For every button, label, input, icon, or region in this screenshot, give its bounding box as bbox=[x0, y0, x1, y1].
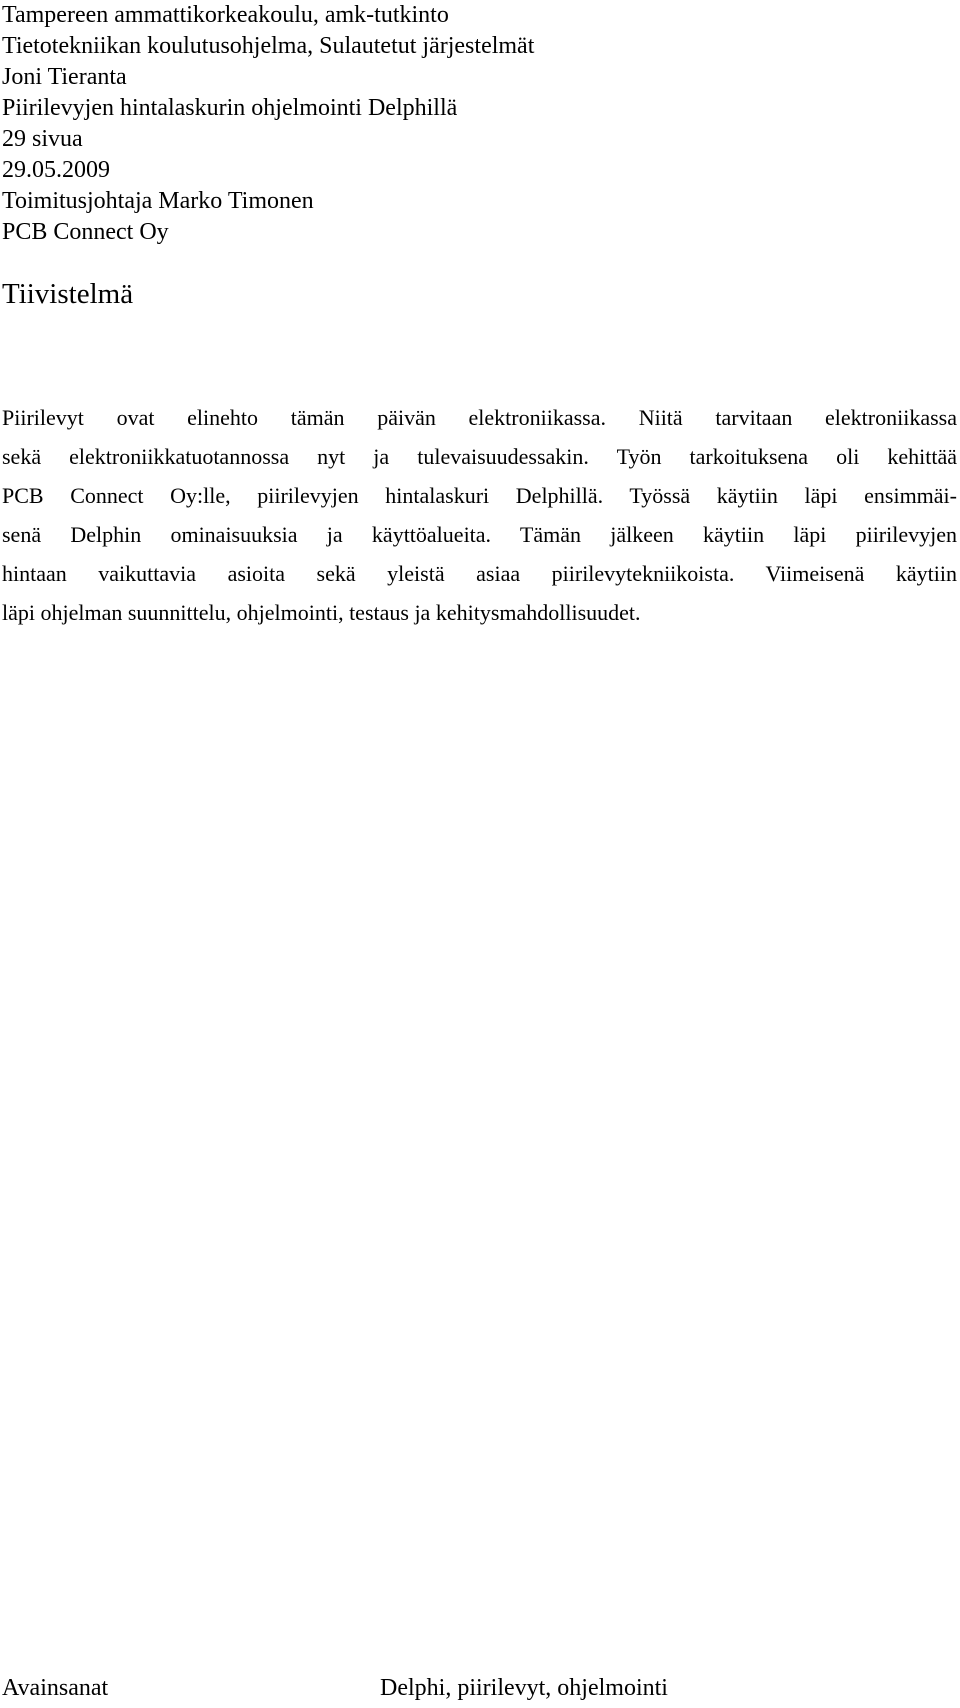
abstract-line: Piirilevyt ovat elinehto tämän päivän elektroniikassa. Niitä tarvitaan elektroniikassa bbox=[2, 405, 957, 430]
keywords-label: Avainsanat bbox=[2, 1675, 109, 1701]
abstract-line: senä Delphin ominaisuuksia ja käyttöalueita. Tämän jälkeen käytiin läpi piirilevyjen bbox=[2, 522, 957, 547]
page-count: 29 sivua bbox=[2, 126, 83, 152]
abstract-line: PCB Connect Oy:lle, piirilevyjen hintalaskuri Delphillä. Työssä käytiin läpi ensimmäi- bbox=[2, 483, 957, 508]
supervisor: Toimitusjohtaja Marko Timonen bbox=[2, 188, 314, 214]
commissioning-company: PCB Connect Oy bbox=[2, 219, 169, 245]
keywords-value: Delphi, piirilevyt, ohjelmointi bbox=[380, 1675, 668, 1701]
keywords-row bbox=[2, 1672, 957, 1704]
thesis-title: Piirilevyjen hintalaskurin ohjelmointi Delphillä bbox=[2, 95, 458, 121]
abstract-body bbox=[2, 398, 957, 632]
abstract-line: sekä elektroniikkatuotannossa nyt ja tulevaisuudessakin. Työn tarkoituksena oli kehittää bbox=[2, 444, 957, 469]
thesis-date: 29.05.2009 bbox=[2, 157, 110, 183]
document-metadata bbox=[2, 0, 942, 248]
abstract-heading: Tiivistelmä bbox=[2, 278, 134, 310]
institution-degree: Tampereen ammattikorkeakoulu, amk-tutkinto bbox=[2, 2, 449, 28]
abstract-line: hintaan vaikuttavia asioita sekä yleistä asiaa piirilevytekniikoista. Viimeisenä käytiin bbox=[2, 561, 957, 586]
abstract-line: läpi ohjelman suunnittelu, ohjelmointi, testaus ja kehitysmahdollisuudet. bbox=[2, 600, 641, 625]
author-name: Joni Tieranta bbox=[2, 64, 127, 90]
degree-programme: Tietotekniikan koulutusohjelma, Sulautetut järjestelmät bbox=[2, 33, 535, 59]
